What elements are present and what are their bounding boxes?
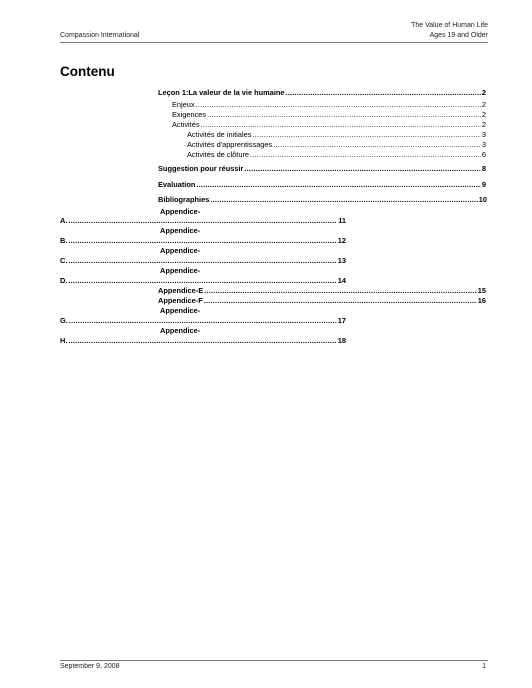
toc-entry-label: Activités [172, 120, 200, 129]
toc-leader [204, 296, 477, 305]
footer-page-number: 1 [482, 663, 486, 670]
toc-entry-page: 3 [481, 130, 486, 139]
toc-entry-label: Appendice-E [158, 286, 204, 295]
toc-entry-label-top: Appendice- [160, 266, 201, 275]
toc-leader [68, 336, 336, 345]
toc-entry-label: Appendice-F [158, 296, 203, 305]
toc-leader [196, 100, 481, 109]
toc-leader [273, 140, 481, 149]
toc-entry-page: 2 [481, 88, 486, 97]
toc-leader [244, 164, 480, 173]
toc-entry[interactable] [172, 100, 486, 109]
toc-entry[interactable] [158, 164, 486, 173]
toc-entry[interactable] [187, 130, 486, 139]
toc-entry[interactable] [158, 286, 486, 295]
toc-leader [250, 150, 481, 159]
toc-leader [201, 120, 481, 129]
toc-entry-label: Leçon 1:La valeur de la vie humaine [158, 88, 285, 97]
toc-entry-label: Evaluation [158, 180, 196, 189]
header-rule [60, 42, 488, 43]
toc-entry-page: 2 [481, 120, 486, 129]
toc-entry-page: 13 [337, 256, 346, 265]
toc-entry-label-top: Appendice- [160, 326, 201, 335]
toc-entry-label-top: Appendice- [160, 207, 201, 216]
toc-entry[interactable] [158, 195, 487, 204]
toc-entry[interactable] [60, 276, 346, 285]
toc-entry[interactable] [158, 180, 486, 189]
toc-entry[interactable] [158, 296, 486, 305]
toc-entry-label-top: Appendice- [160, 246, 201, 255]
toc-leader [68, 216, 337, 225]
toc-entry[interactable] [158, 88, 486, 97]
toc-entry-page: 14 [337, 276, 346, 285]
toc-entry[interactable] [60, 336, 346, 345]
toc-entry[interactable] [187, 140, 486, 149]
toc-entry-label: D. [60, 276, 68, 285]
toc-entry-page: 18 [337, 336, 346, 345]
toc-entry-label: B. [60, 236, 68, 245]
toc-entry-page: 3 [481, 140, 486, 149]
toc-entry-label: Bibliographies [158, 195, 210, 204]
toc-entry-page: 10 [478, 195, 487, 204]
toc-entry-label: Activités d'apprentissages [187, 140, 273, 149]
toc-entry-page: 11 [338, 216, 346, 225]
toc-entry-page: 9 [481, 180, 486, 189]
toc-entry[interactable] [60, 216, 346, 225]
toc-entry-label: Activités de clôture [187, 150, 250, 159]
toc-entry-page: 2 [481, 100, 486, 109]
header-title: The Value of Human Life [411, 22, 488, 29]
toc-entry[interactable] [60, 236, 346, 245]
toc-entry[interactable] [172, 110, 486, 119]
toc-entry-label: Suggestion pour réussir [158, 164, 244, 173]
header-age-range: Ages 19 and Older [429, 32, 488, 39]
toc-leader [210, 195, 477, 204]
toc-entry[interactable] [172, 120, 486, 129]
toc-leader [207, 110, 481, 119]
toc-entry-page: 16 [477, 296, 486, 305]
toc-leader [286, 88, 481, 97]
toc-entry-label: Enjeux [172, 100, 195, 109]
footer-rule [60, 660, 488, 661]
toc-leader [68, 256, 336, 265]
toc-entry-page: 2 [481, 110, 486, 119]
page-title: Contenu [60, 64, 115, 79]
toc-entry-label: Exigences [172, 110, 207, 119]
toc-entry-label-top: Appendice- [160, 306, 201, 315]
toc-leader [68, 236, 336, 245]
toc-entry[interactable] [187, 150, 486, 159]
toc-entry-label-top: Appendice- [160, 226, 201, 235]
toc-entry-page: 8 [481, 164, 486, 173]
toc-entry-page: 17 [337, 316, 346, 325]
toc-leader [204, 286, 477, 295]
toc-entry[interactable] [60, 316, 346, 325]
toc-entry-page: 12 [337, 236, 346, 245]
toc-entry-page: 15 [477, 286, 486, 295]
toc-leader [69, 316, 337, 325]
toc-entry-label: A. [60, 216, 68, 225]
toc-entry-label: Activités de initiales [187, 130, 252, 139]
toc-entry-label: C. [60, 256, 68, 265]
toc-leader [196, 180, 481, 189]
toc-entry[interactable] [60, 256, 346, 265]
toc-entry-label: G. [60, 316, 68, 325]
toc-entry-label: H. [60, 336, 68, 345]
toc-leader [68, 276, 336, 285]
toc-leader [253, 130, 481, 139]
header-org: Compassion International [60, 32, 140, 39]
toc-entry-page: 6 [481, 150, 486, 159]
footer-date: September 9, 2008 [60, 663, 120, 670]
